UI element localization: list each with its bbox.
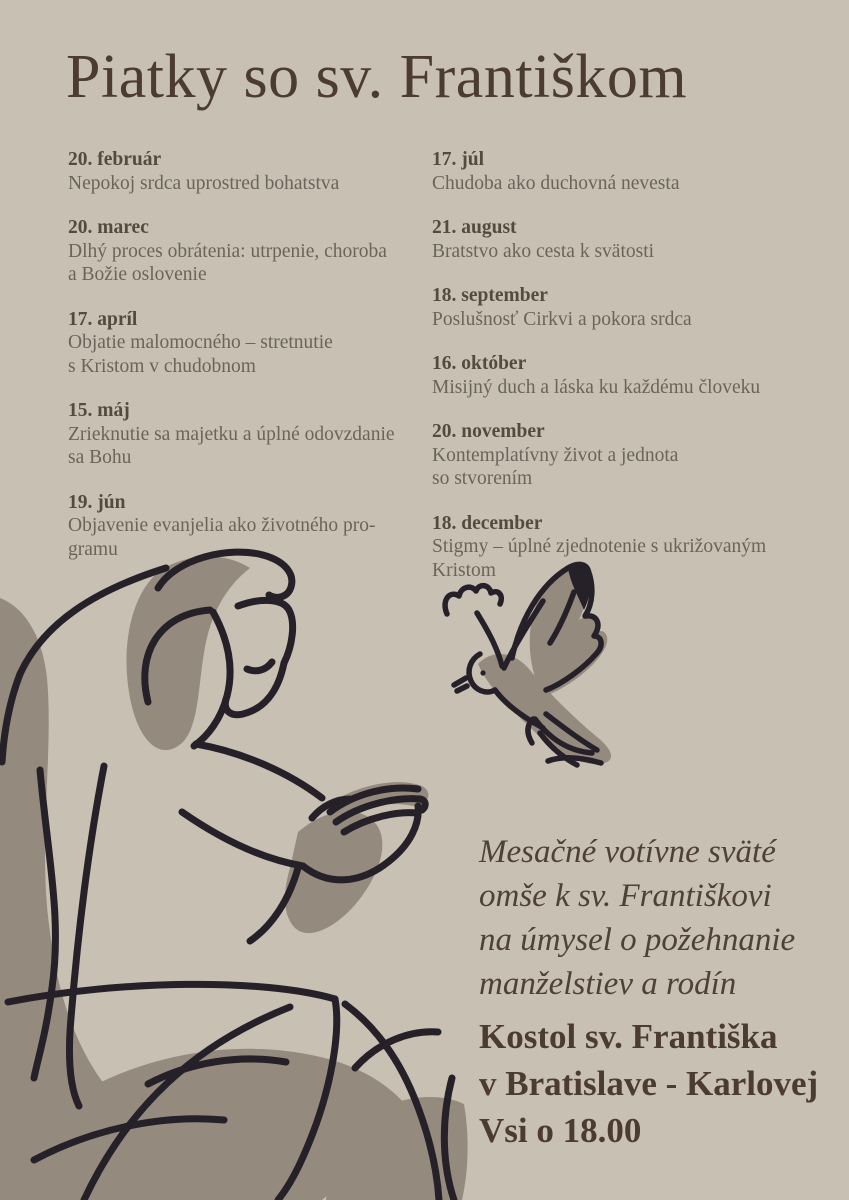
entry-text-line: Dlhý proces obrátenia: utrpenie, choroba (68, 240, 387, 262)
entry-date: 17. apríl (68, 308, 138, 330)
schedule-entry (432, 420, 804, 491)
location-line: Kostol sv. Františka (479, 1017, 778, 1056)
entry-date: 16. október (432, 353, 527, 374)
entry-date: 20. november (432, 421, 545, 442)
entry-date: 15. máj (68, 400, 130, 421)
entry-date: 20. február (68, 149, 162, 170)
schedule-column-right (432, 148, 804, 603)
entry-date: 19. jún (68, 491, 126, 513)
entry-date: 18. december (432, 512, 543, 534)
entry-text-line: gramu (68, 538, 118, 560)
entry-date: 20. marec (68, 217, 149, 238)
entry-text-line: Misijný duch a láska ku každému človeku (432, 376, 761, 398)
description-line: omše k sv. Františkovi (479, 878, 772, 914)
description-line: na úmysel o požehnanie (479, 922, 796, 958)
entry-date: 21. august (432, 217, 517, 238)
entry-date: 18. september (432, 285, 548, 306)
entry-text-line: Objatie malomocného – stretnutie (68, 332, 333, 353)
entry-text-line: Bratstvo ako cesta k svätosti (432, 240, 655, 262)
description-line: Mesačné votívne sväté (479, 834, 776, 870)
event-info (479, 830, 818, 1154)
entry-text-line: s Kristom v chudobnom (68, 355, 256, 377)
event-description (479, 830, 818, 1006)
entry-text-line: so stvorením (432, 468, 533, 489)
schedule-entry (432, 284, 804, 331)
entry-text-line: Kontemplatívny život a jednota (432, 444, 679, 466)
schedule-entry (68, 491, 440, 562)
location-line: Vsi o 18.00 (479, 1111, 642, 1150)
schedule-entry (432, 352, 804, 399)
entry-text-line: Chudoba ako duchovná nevesta (432, 172, 680, 194)
event-location (479, 1013, 818, 1154)
entry-text-line: sa Bohu (68, 447, 132, 468)
entry-text-line: Nepokoj srdca uprostred bohatstva (68, 172, 340, 194)
description-line: manželstiev a rodín (479, 966, 737, 1002)
schedule-entry (68, 216, 440, 287)
entry-date: 17. júl (432, 149, 485, 170)
entry-text-line: a Božie oslovenie (68, 264, 207, 285)
schedule-entry (68, 148, 440, 195)
location-line: v Bratislave - Karlovej (479, 1064, 819, 1103)
schedule-entry (68, 308, 440, 379)
schedule-entry (432, 148, 804, 195)
schedule-column-left (68, 148, 440, 582)
entry-text-line: Objavenie evanjelia ako životného pro- (68, 515, 376, 536)
schedule-entry (432, 216, 804, 263)
schedule-entry (432, 512, 804, 583)
schedule-entry (68, 399, 440, 470)
monk-line-art (0, 552, 468, 1200)
entry-text-line: Stigmy – úplné zjednotenie s ukrižovaným (432, 536, 767, 557)
entry-text-line: Poslušnosť Cirkvi a pokora srdca (432, 308, 692, 330)
entry-text-line: Kristom (432, 559, 496, 581)
entry-text-line: Zrieknutie sa majetku a úplné odovzdanie (68, 423, 395, 445)
poster-title: Piatky so sv. Františkom (66, 43, 688, 111)
